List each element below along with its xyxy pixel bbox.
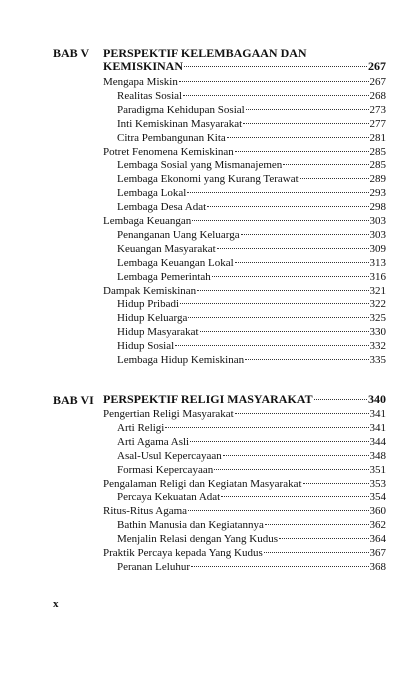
entry-title: Hidup Pribadi <box>117 298 180 311</box>
leader-dots <box>188 509 368 511</box>
toc-section-entry <box>103 547 386 561</box>
toc-subsection-entry <box>117 271 386 285</box>
entry-title: Inti Kemiskinan Masyarakat <box>117 117 243 130</box>
toc-subsection-entry <box>117 561 386 575</box>
leader-dots <box>187 191 368 193</box>
leader-dots <box>191 565 369 567</box>
entry-page: 293 <box>369 187 386 200</box>
leader-dots <box>227 136 369 138</box>
entry-title: Realitas Sosial <box>117 89 183 102</box>
toc-section-entry <box>103 146 386 160</box>
toc-subsection-entry <box>117 201 386 215</box>
entry-title: Peranan Leluhur <box>117 560 190 573</box>
entry-page: 285 <box>369 159 386 172</box>
toc-section-entry <box>103 478 386 492</box>
toc-subsection-entry <box>117 354 386 368</box>
entry-title: Penanganan Uang Keluarga <box>117 228 240 241</box>
leader-dots <box>190 440 368 442</box>
entry-title: Dampak Kemiskinan <box>103 284 197 297</box>
leader-dots <box>197 289 368 291</box>
entry-page: 344 <box>369 435 386 448</box>
toc-section-entry <box>103 505 386 519</box>
leader-dots <box>223 454 369 456</box>
entry-title: Arti Religi <box>117 421 165 434</box>
entry-page: 353 <box>369 477 386 490</box>
toc-subsection-entry <box>117 464 386 478</box>
leader-dots <box>165 426 368 428</box>
leader-dots <box>200 330 369 332</box>
entry-page: 322 <box>369 298 386 311</box>
leader-dots <box>300 177 369 179</box>
entry-page: 309 <box>369 242 386 255</box>
toc-subsection-entry <box>117 187 386 201</box>
entry-title: Lembaga Lokal <box>117 187 187 200</box>
leader-dots <box>188 316 368 318</box>
toc-subsection-entry <box>117 312 386 326</box>
chapter-page: 267 <box>368 59 386 73</box>
entry-title: Percaya Kekuatan Adat <box>117 491 221 504</box>
entry-title: Lembaga Pemerintah <box>117 270 211 283</box>
entry-page: 332 <box>369 340 386 353</box>
entry-title: Citra Pembangunan Kita <box>117 131 226 144</box>
entry-title: Mengapa Miskin <box>103 76 178 88</box>
leader-dots <box>217 247 369 249</box>
entry-title: Lembaga Ekonomi yang Kurang Terawat <box>117 173 299 186</box>
chapter-title-leader <box>103 393 386 407</box>
leader-dots <box>212 275 369 277</box>
leader-dots <box>235 150 369 152</box>
entry-title: Asal-Usul Kepercayaan <box>117 449 222 462</box>
entry-page: 316 <box>369 270 386 283</box>
toc-subsection-entry <box>117 243 386 257</box>
entry-page: 362 <box>369 519 386 532</box>
toc-subsection-entry <box>117 159 386 173</box>
toc-subsection-entry <box>117 326 386 340</box>
entry-title: Pengertian Religi Masyarakat <box>103 408 234 420</box>
entry-page: 289 <box>369 173 386 186</box>
chapter-title: PERSPEKTIF KELEMBAGAAN DAN <box>103 46 307 60</box>
toc-subsection-entry <box>117 422 386 436</box>
leader-dots <box>283 163 368 165</box>
leader-dots <box>264 551 369 553</box>
leader-dots <box>246 108 369 110</box>
entry-page: 298 <box>369 201 386 214</box>
entry-title: Lembaga Keuangan <box>103 215 192 227</box>
leader-dots <box>207 205 368 207</box>
leader-dots <box>221 495 368 497</box>
leader-dots <box>265 523 369 525</box>
entry-page: 341 <box>369 421 386 434</box>
entry-page: 277 <box>369 117 386 130</box>
entry-title: Formasi Kepercayaan <box>117 463 214 476</box>
page-folio: x <box>53 598 59 610</box>
toc-subsection-entry <box>117 118 386 132</box>
entry-title: Arti Agama Asli <box>117 435 190 448</box>
entry-page: 341 <box>369 408 386 420</box>
entry-page: 335 <box>369 354 386 366</box>
entry-page: 325 <box>369 312 386 325</box>
entry-title: Keuangan Masyarakat <box>117 242 216 255</box>
toc-section-entry <box>103 215 386 229</box>
leader-dots <box>175 344 368 346</box>
leader-dots <box>235 412 369 414</box>
leader-dots <box>245 358 368 360</box>
toc-section-entry <box>103 408 386 422</box>
leader-dots <box>214 468 368 470</box>
chapter-title: PERSPEKTIF RELIGI MASYARAKAT <box>103 392 313 406</box>
entry-title: Lembaga Keuangan Lokal <box>117 256 234 269</box>
entry-title: Lembaga Sosial yang Mismanajemen <box>117 159 283 172</box>
entry-page: 330 <box>369 326 386 339</box>
toc-subsection-entry <box>117 533 386 547</box>
entry-title: Hidup Sosial <box>117 340 175 353</box>
entry-page: 281 <box>369 131 386 144</box>
leader-dots <box>303 482 369 484</box>
entry-page: 321 <box>369 284 386 297</box>
toc-subsection-entry <box>117 491 386 505</box>
toc-subsection-entry <box>117 104 386 118</box>
leader-dots <box>192 219 368 221</box>
entry-page: 303 <box>369 228 386 241</box>
entry-title: Ritus-Ritus Agama <box>103 505 188 518</box>
entry-page: 364 <box>369 533 386 546</box>
entry-title: Bathin Manusia dan Kegiatannya <box>117 519 264 532</box>
leader-dots <box>279 537 368 539</box>
entry-page: 268 <box>369 89 386 102</box>
leader-dots <box>180 302 368 304</box>
leader-dots <box>243 122 368 124</box>
toc-subsection-entry <box>117 519 386 533</box>
toc-subsection-entry <box>117 340 386 354</box>
entry-page: 354 <box>369 491 386 504</box>
toc-section-entry <box>103 76 386 90</box>
entry-title: Paradigma Kehidupan Sosial <box>117 103 245 116</box>
toc-subsection-entry <box>117 229 386 243</box>
entry-title: Hidup Masyarakat <box>117 326 199 339</box>
entry-page: 273 <box>369 103 386 116</box>
chapter-page: 340 <box>368 392 386 406</box>
leader-dots <box>235 261 369 263</box>
leader-dots <box>241 233 369 235</box>
toc-section-entry <box>103 285 386 299</box>
leader-dots <box>179 80 369 82</box>
chapter-title-leader <box>103 60 386 74</box>
entry-title: Lembaga Hidup Kemiskinan <box>117 354 245 366</box>
entry-page: 367 <box>369 547 386 559</box>
entry-page: 267 <box>369 76 386 88</box>
entry-page: 313 <box>369 256 386 269</box>
entry-page: 351 <box>369 463 386 476</box>
leader-dots <box>183 94 368 96</box>
chapter-number: BAB V <box>53 46 90 60</box>
entry-title: Praktik Percaya kepada Yang Kudus <box>103 547 263 559</box>
entry-title: Lembaga Desa Adat <box>117 201 207 214</box>
toc-subsection-entry <box>117 450 386 464</box>
toc-subsection-entry <box>117 132 386 146</box>
toc-subsection-entry <box>117 173 386 187</box>
entry-page: 360 <box>369 505 386 518</box>
entry-title: Hidup Keluarga <box>117 312 188 325</box>
entry-page: 303 <box>369 215 386 227</box>
toc-subsection-entry <box>117 298 386 312</box>
entry-page: 285 <box>369 145 386 158</box>
entry-title: Menjalin Relasi dengan Yang Kudus <box>117 533 279 546</box>
entry-title: Potret Fenomena Kemiskinan <box>103 145 234 158</box>
toc-subsection-entry <box>117 90 386 104</box>
entry-title: Pengalaman Religi dan Kegiatan Masyarakat <box>103 477 302 490</box>
entry-page: 348 <box>369 449 386 462</box>
chapter-title-line2: KEMISKINAN <box>103 59 184 73</box>
leader-dots <box>314 398 367 400</box>
chapter-number: BAB VI <box>53 393 94 407</box>
entry-page: 368 <box>369 560 386 573</box>
leader-dots <box>184 65 367 67</box>
toc-subsection-entry <box>117 257 386 271</box>
toc-subsection-entry <box>117 436 386 450</box>
